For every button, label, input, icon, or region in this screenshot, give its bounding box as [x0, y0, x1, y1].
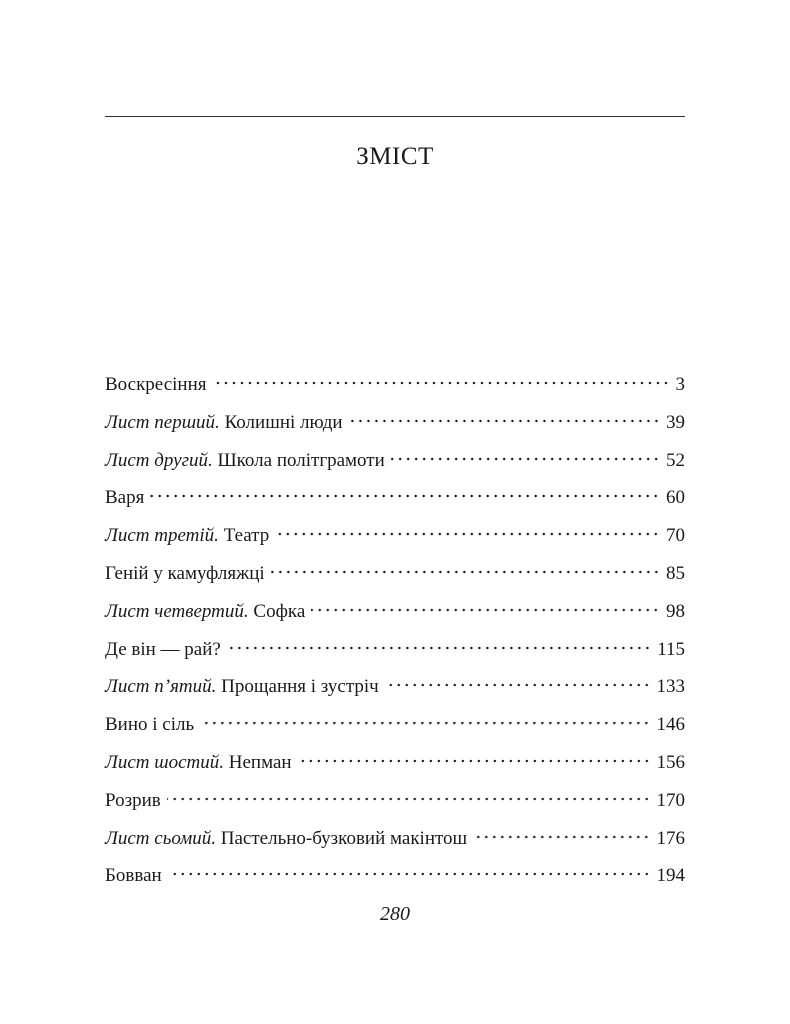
- toc-entry-title: [105, 668, 379, 706]
- toc-entry-title: [105, 555, 265, 593]
- dot-leader: [385, 683, 651, 687]
- toc-entry-letter: Лист перший.: [105, 411, 220, 433]
- toc-entry-name: Воскресіння: [105, 374, 207, 395]
- toc-entry-title: [105, 479, 144, 517]
- toc-entry-name: Непман: [228, 751, 292, 773]
- dot-leader: [473, 835, 650, 839]
- toc-entry-letter: Лист шостий.: [105, 751, 225, 773]
- toc-entry-page: 133: [656, 676, 685, 698]
- toc-entry[interactable]: [105, 517, 685, 555]
- toc-entry-title: [105, 442, 385, 480]
- toc-entry[interactable]: [105, 744, 685, 782]
- toc-entry[interactable]: [105, 857, 685, 895]
- toc-entry-name: Вино і сіль: [105, 714, 195, 736]
- toc-entry-title: [105, 744, 292, 782]
- dot-leader: [391, 457, 660, 461]
- toc-entry-letter: Лист другий.: [105, 449, 213, 471]
- toc-entry-letter: Лист сьомий.: [105, 827, 217, 849]
- toc-entry-name: Геній у камуфляжці: [105, 562, 265, 584]
- toc-entry[interactable]: [105, 782, 685, 820]
- dot-leader: [275, 532, 660, 536]
- toc-entry-page: 98: [666, 600, 685, 622]
- toc-entry-title: [105, 706, 194, 744]
- toc-entry-page: 115: [657, 638, 685, 660]
- toc-entry[interactable]: [105, 366, 685, 404]
- toc-entry[interactable]: [105, 820, 685, 858]
- toc-entry-page: 170: [656, 789, 685, 811]
- toc-entry-page: 52: [666, 449, 685, 471]
- toc-entry-page: 60: [666, 487, 685, 509]
- dot-leader: [168, 872, 651, 876]
- toc-entry-title: [105, 820, 467, 858]
- dot-leader: [150, 494, 660, 498]
- dot-leader: [167, 797, 651, 801]
- dot-leader: [311, 608, 660, 612]
- dot-leader: [200, 721, 650, 725]
- toc-entry[interactable]: [105, 593, 685, 631]
- dot-leader: [213, 381, 670, 385]
- toc-entry-name: Софка: [253, 600, 306, 622]
- toc-entry-page: 156: [656, 751, 685, 773]
- toc-entry-page: 3: [675, 374, 685, 395]
- toc-entry-title: [105, 782, 161, 820]
- toc-entry[interactable]: [105, 706, 685, 744]
- toc-entry[interactable]: [105, 442, 685, 480]
- table-of-contents: [105, 366, 685, 895]
- toc-entry-title: [105, 857, 162, 895]
- toc-entry-page: 85: [666, 562, 685, 584]
- toc-entry-name: Де він — рай?: [105, 638, 221, 660]
- toc-entry-name: Пастельно-бузковий макінтош: [220, 827, 468, 849]
- toc-entry-name: Театр: [223, 525, 270, 547]
- toc-entry-name: Розрив: [105, 789, 161, 811]
- toc-entry-title: [105, 404, 343, 442]
- toc-entry-letter: Лист третій.: [105, 525, 219, 547]
- toc-entry-page: 194: [656, 865, 685, 887]
- toc-entry[interactable]: [105, 479, 685, 517]
- toc-entry-name: Прощання і зустріч: [221, 676, 379, 698]
- toc-entry-page: 70: [666, 525, 685, 547]
- toc-entry-letter: Лист п’ятий.: [105, 676, 217, 698]
- toc-entry-page: 39: [666, 411, 685, 433]
- dot-leader: [298, 759, 651, 763]
- header-rule: [105, 116, 685, 117]
- toc-entry-page: 176: [656, 827, 685, 849]
- toc-entry[interactable]: [105, 631, 685, 669]
- toc-entry-name: Варя: [105, 487, 145, 509]
- toc-entry-letter: Лист четвертий.: [105, 600, 249, 622]
- toc-entry-page: 146: [656, 714, 685, 736]
- toc-entry-name: Школа політграмоти: [217, 449, 385, 471]
- toc-entry-title: [105, 593, 305, 631]
- toc-entry-name: Бовван: [105, 865, 162, 887]
- dot-leader: [271, 570, 660, 574]
- toc-entry-title: [105, 517, 269, 555]
- toc-entry-name: Колишні люди: [224, 411, 343, 433]
- dot-leader: [349, 419, 660, 423]
- dot-leader: [227, 646, 651, 650]
- toc-entry[interactable]: [105, 404, 685, 442]
- page-number: 280: [380, 903, 410, 925]
- toc-entry-title: [105, 366, 207, 404]
- toc-entry-title: [105, 631, 221, 669]
- toc-entry[interactable]: [105, 668, 685, 706]
- page-title: ЗМІСТ: [356, 143, 434, 170]
- toc-entry[interactable]: [105, 555, 685, 593]
